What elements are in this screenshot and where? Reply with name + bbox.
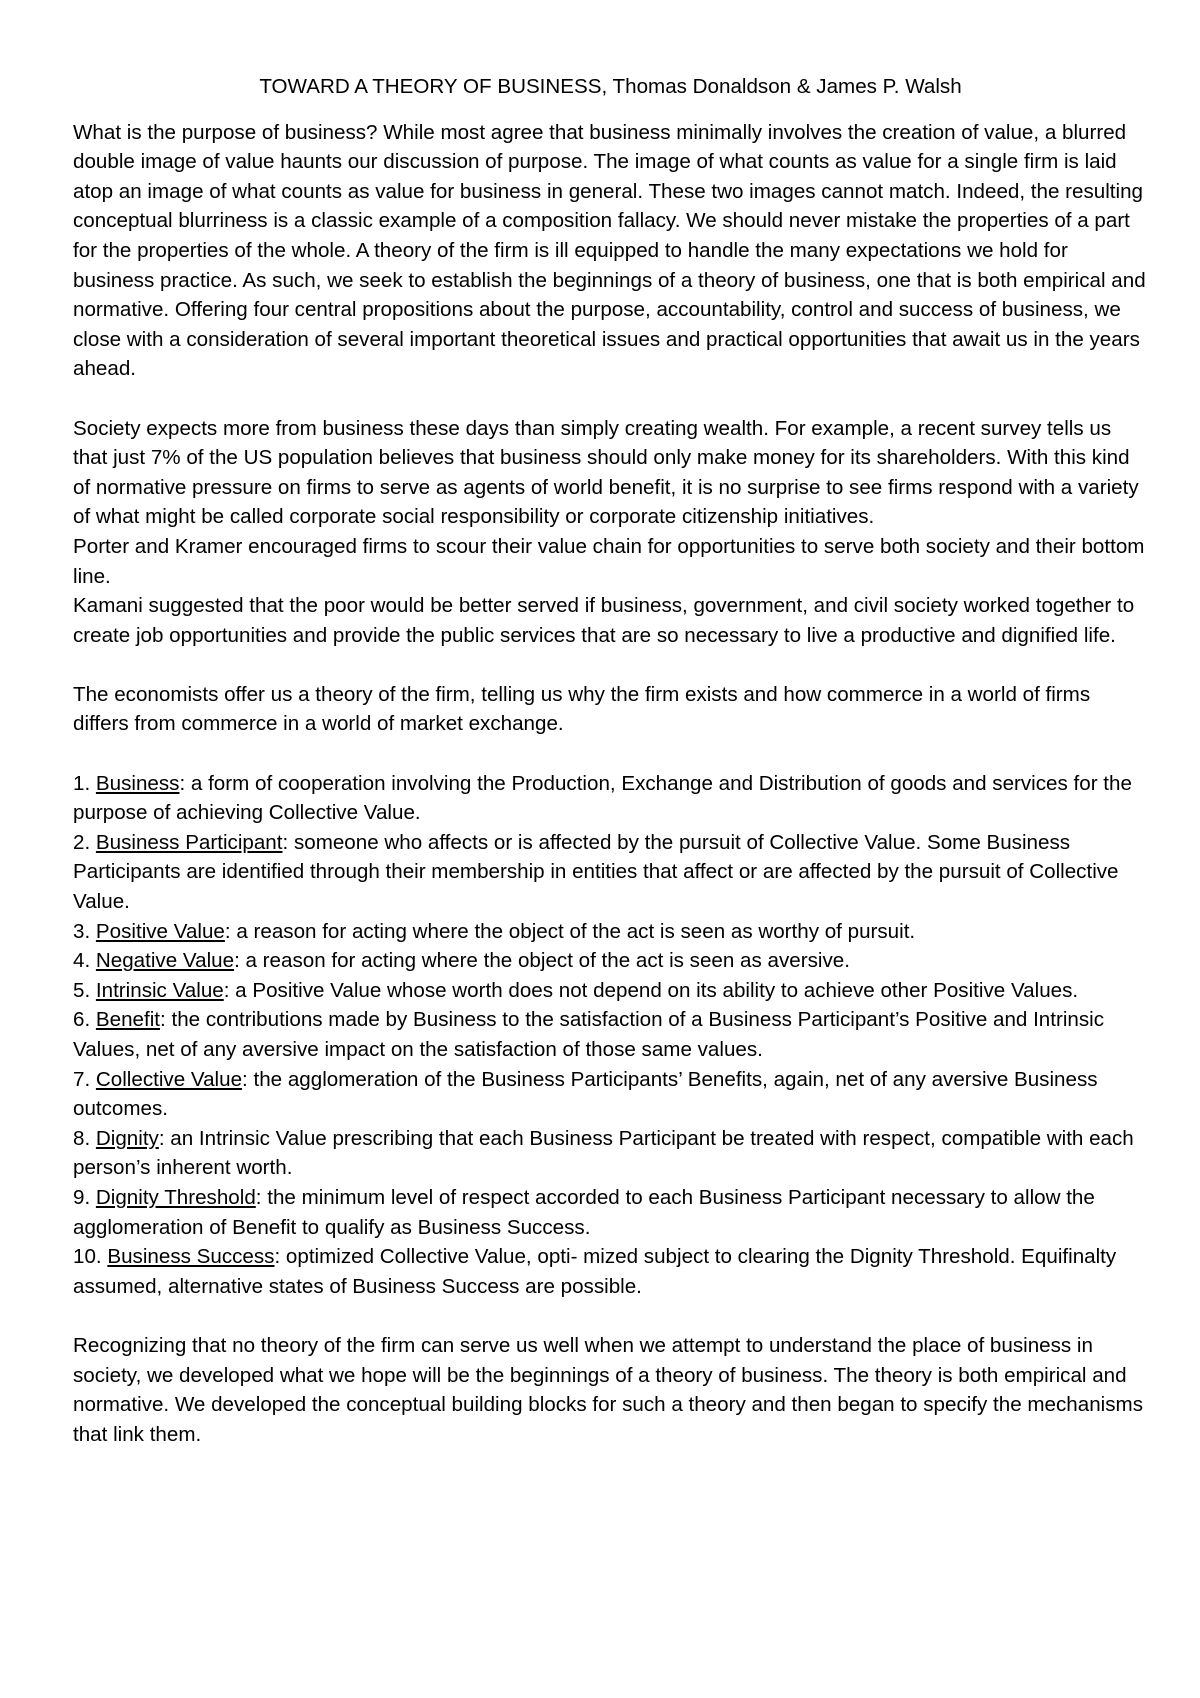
definition-term: Business Participant: [95, 830, 283, 854]
porter-kramer-paragraph: Porter and Kramer encouraged firms to scour their value chain for opportunities to serve both society and their bottom line.: [73, 534, 1145, 588]
definition-term: Business: [95, 771, 180, 795]
definition-item: [73, 1005, 1148, 1064]
paragraph-gap: [73, 739, 1148, 769]
definitions-list: [73, 769, 1148, 1302]
definition-item: [73, 917, 1148, 947]
definition-text: : a reason for acting where the object of the act is seen as worthy of pursuit.: [224, 919, 916, 943]
definition-text: : an Intrinsic Value prescribing that each Business Participant be treated with respect, compatible with each person’s inherent worth.: [73, 1126, 1134, 1180]
paragraph-gap: [73, 650, 1148, 680]
definition-text: : someone who affects or is affected by the pursuit of Collective Value. Some Business Participants are identified through their membership in entities that affect or are affected by the pursuit of Collective Value.: [73, 830, 1119, 914]
definition-term: Positive Value: [95, 919, 225, 943]
definition-text: : the minimum level of respect accorded to each Business Participant necessary to allow the agglomeration of Benefit to qualify as Business Success.: [73, 1185, 1095, 1239]
definition-item: [73, 946, 1148, 976]
definition-number: 8.: [73, 1126, 96, 1150]
definition-item: [73, 976, 1148, 1006]
definition-item: [73, 1183, 1148, 1242]
definition-term: Intrinsic Value: [95, 978, 224, 1002]
definition-text: : a Positive Value whose worth does not depend on its ability to achieve other Positive Values.: [223, 978, 1079, 1002]
definition-number: 9.: [73, 1185, 96, 1209]
definition-text: : a reason for acting where the object of the act is seen as aversive.: [234, 949, 850, 973]
society-paragraph: Society expects more from business these days than simply creating wealth. For example, a recent survey tells us that just 7% of the US population believes that business should only make money for its shareholders. With this kind of normative pressure on firms to serve as agents of world benefit, it is no surprise to see firms respond with a variety of what might be called corporate social responsibility or corporate citizenship initiatives.: [73, 416, 1139, 529]
document-title: TOWARD A THEORY OF BUSINESS, Thomas Donaldson & James P. Walsh: [259, 75, 962, 98]
definition-number: 5.: [73, 978, 96, 1002]
definition-text: : the contributions made by Business to the satisfaction of a Business Participant’s Positive and Intrinsic Values, net of any aversive impact on the satisfaction of those same values.: [73, 1008, 1105, 1061]
definition-item: [73, 1242, 1148, 1301]
definition-number: 1.: [73, 771, 96, 795]
definition-item: [73, 1065, 1148, 1124]
definition-term: Benefit: [95, 1008, 161, 1032]
definition-number: 2.: [73, 830, 96, 854]
definition-text: : a form of cooperation involving the Production, Exchange and Distribution of goods and services for the purpose of achieving Collective Value.: [73, 771, 1132, 825]
definition-number: 10.: [73, 1245, 108, 1269]
definition-text: : the agglomeration of the Business Participants’ Benefits, again, net of any aversive Business outcomes.: [73, 1067, 1098, 1121]
intro-paragraph: What is the purpose of business? While most agree that business minimally involves the creation of value, a blurred double image of value haunts our discussion of purpose. The image of what counts as value for a single firm is laid atop an image of what counts as value for business in general. These two images cannot match. Indeed, the resulting conceptual blurriness is a classic example of a composition fallacy. We should never mistake the properties of a part for the properties of the whole. A theory of the firm is ill equipped to handle the many expectations we hold for business practice. As such, we seek to establish the beginnings of a theory of business, one that is both empirical and normative. Offering four central propositions about the purpose, accountability, control and success of business, we close with a consideration of several important theoretical issues and practical opportunities that await us in the years ahead.: [73, 120, 1146, 381]
document-page: [73, 72, 1148, 1449]
kamani-paragraph: Kamani suggested that the poor would be better served if business, government, and civil society worked together to create job opportunities and provide the public services that are so necessary to live a productive and dignified life.: [73, 594, 1135, 647]
definition-item: [73, 1124, 1148, 1183]
definition-item: [73, 769, 1148, 828]
definition-term: Dignity Threshold: [95, 1185, 256, 1209]
definition-number: 6.: [73, 1008, 96, 1032]
definition-number: 7.: [73, 1067, 96, 1091]
definition-term: Business Success: [107, 1245, 275, 1269]
definition-text: : optimized Collective Value, opti- mized subject to clearing the Dignity Threshold. Equifinalty assumed, alternative states of Business Success are possible.: [73, 1245, 1117, 1298]
paragraph-gap: [73, 1301, 1148, 1331]
definition-number: 4.: [73, 949, 96, 973]
paragraph-gap: [73, 384, 1148, 414]
definition-term: Collective Value: [95, 1067, 243, 1091]
definition-term: Dignity: [95, 1126, 159, 1150]
definition-term: Negative Value: [95, 949, 235, 973]
conclusion-paragraph: Recognizing that no theory of the firm can serve us well when we attempt to understand the place of business in society, we developed what we hope will be the beginnings of a theory of business. The theory is both empirical and normative. We developed the conceptual building blocks for such a theory and then began to specify the mechanisms that link them.: [73, 1333, 1143, 1446]
definition-number: 3.: [73, 919, 96, 943]
economists-paragraph: The economists offer us a theory of the firm, telling us why the firm exists and how commerce in a world of firms differs from commerce in a world of market exchange.: [73, 682, 1091, 736]
definition-item: [73, 828, 1148, 917]
